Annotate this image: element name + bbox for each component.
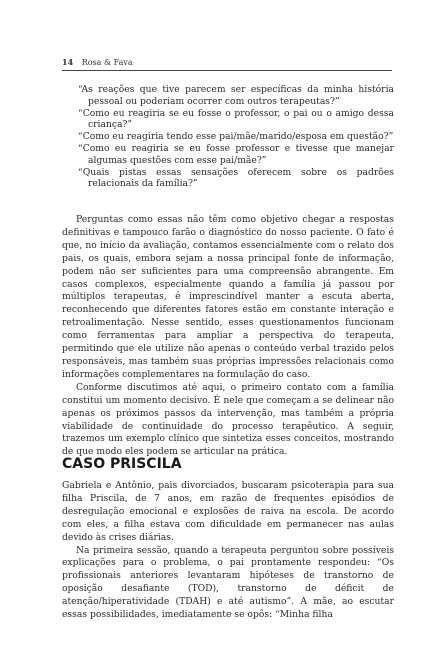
- question-2: “Como eu reagiria se eu fosse o professor, o pai ou o amigo dessa criança?”: [78, 107, 394, 131]
- section-paragraph-1: Gabriela e Antônio, pais divorciados, buscaram psicoterapia para sua filha Priscila, de 7 anos, em razão de frequentes episódios de desregulação emocional e explosões de raiva na escola. De acordo com eles, a filha estava com dificuldade em permanecer nas aulas devido às crises diárias.: [62, 480, 394, 543]
- section-heading: CASO PRISCILA: [62, 456, 182, 472]
- running-head: [62, 57, 392, 71]
- reflection-questions: [78, 84, 394, 190]
- section-paragraph-2: Na primeira sessão, quando a terapeuta perguntou sobre possíveis explicações para o problema, o pai prontamente respondeu: “Os profissionais anteriores levantaram hipóteses de transtorno de oposição desafiante (TOD), transtorno de déficit de atenção/hiperatividade (TDAH) e até autismo”. A mãe, ao escutar essas possibilidades, imediatamente se opôs: “Minha filha: [62, 544, 394, 621]
- question-3: “Como eu reagiria tendo esse pai/mãe/marido/esposa em questão?”: [78, 131, 394, 143]
- body-text: [62, 214, 394, 459]
- running-head-authors: Rosa & Fava: [81, 58, 133, 67]
- question-4: “Como eu reagiria se eu fosse professor e tivesse que manejar algumas questões com esse pai/mãe?”: [78, 142, 394, 166]
- page-number: 14: [62, 57, 74, 67]
- question-1: “As reações que tive parecem ser específicas da minha história pessoal ou poderiam ocorrer com outros terapeutas?”: [78, 84, 394, 107]
- body-paragraph-1: Perguntas como essas não têm como objetivo chegar a respostas definitivas e tampouco farão o diagnóstico do nosso paciente. O fato é que, no início da avaliação, contamos essencialmente com o relato dos pais, os quais, embora sejam a nossa principal fonte de informação, podem não ser suficientes para uma compreensão abrangente. Em casos complexos, especialmente quando a família já passou por múltiplos terapeutas, é imprescindível manter a escuta aberta, reconhecendo que diferentes fatores estão em constante interação e retroalimentação. Nesse sentido, esses questionamentos funcionam como ferramentas para ampliar a perspectiva do terapeuta, permitindo que ele utilize não apenas o conteúdo verbal trazido pelos responsáveis, mas também suas próprias impressões relacionais como informações complementares na formulação do caso.: [62, 214, 394, 380]
- question-5: “Quais pistas essas sensações oferecem sobre os padrões relacionais da família?”: [78, 166, 394, 190]
- section-body: [62, 480, 394, 622]
- body-paragraph-2: Conforme discutimos até aqui, o primeiro contato com a família constitui um momento decisivo. É nele que começam a se delinear não apenas os próximos passos da intervenção, mas também a própria viabilidade de continuidade do processo terapêutico. A seguir, trazemos um exemplo clínico que sintetiza esses conceitos, mostrando de que modo eles podem se articular na prática.: [62, 381, 394, 458]
